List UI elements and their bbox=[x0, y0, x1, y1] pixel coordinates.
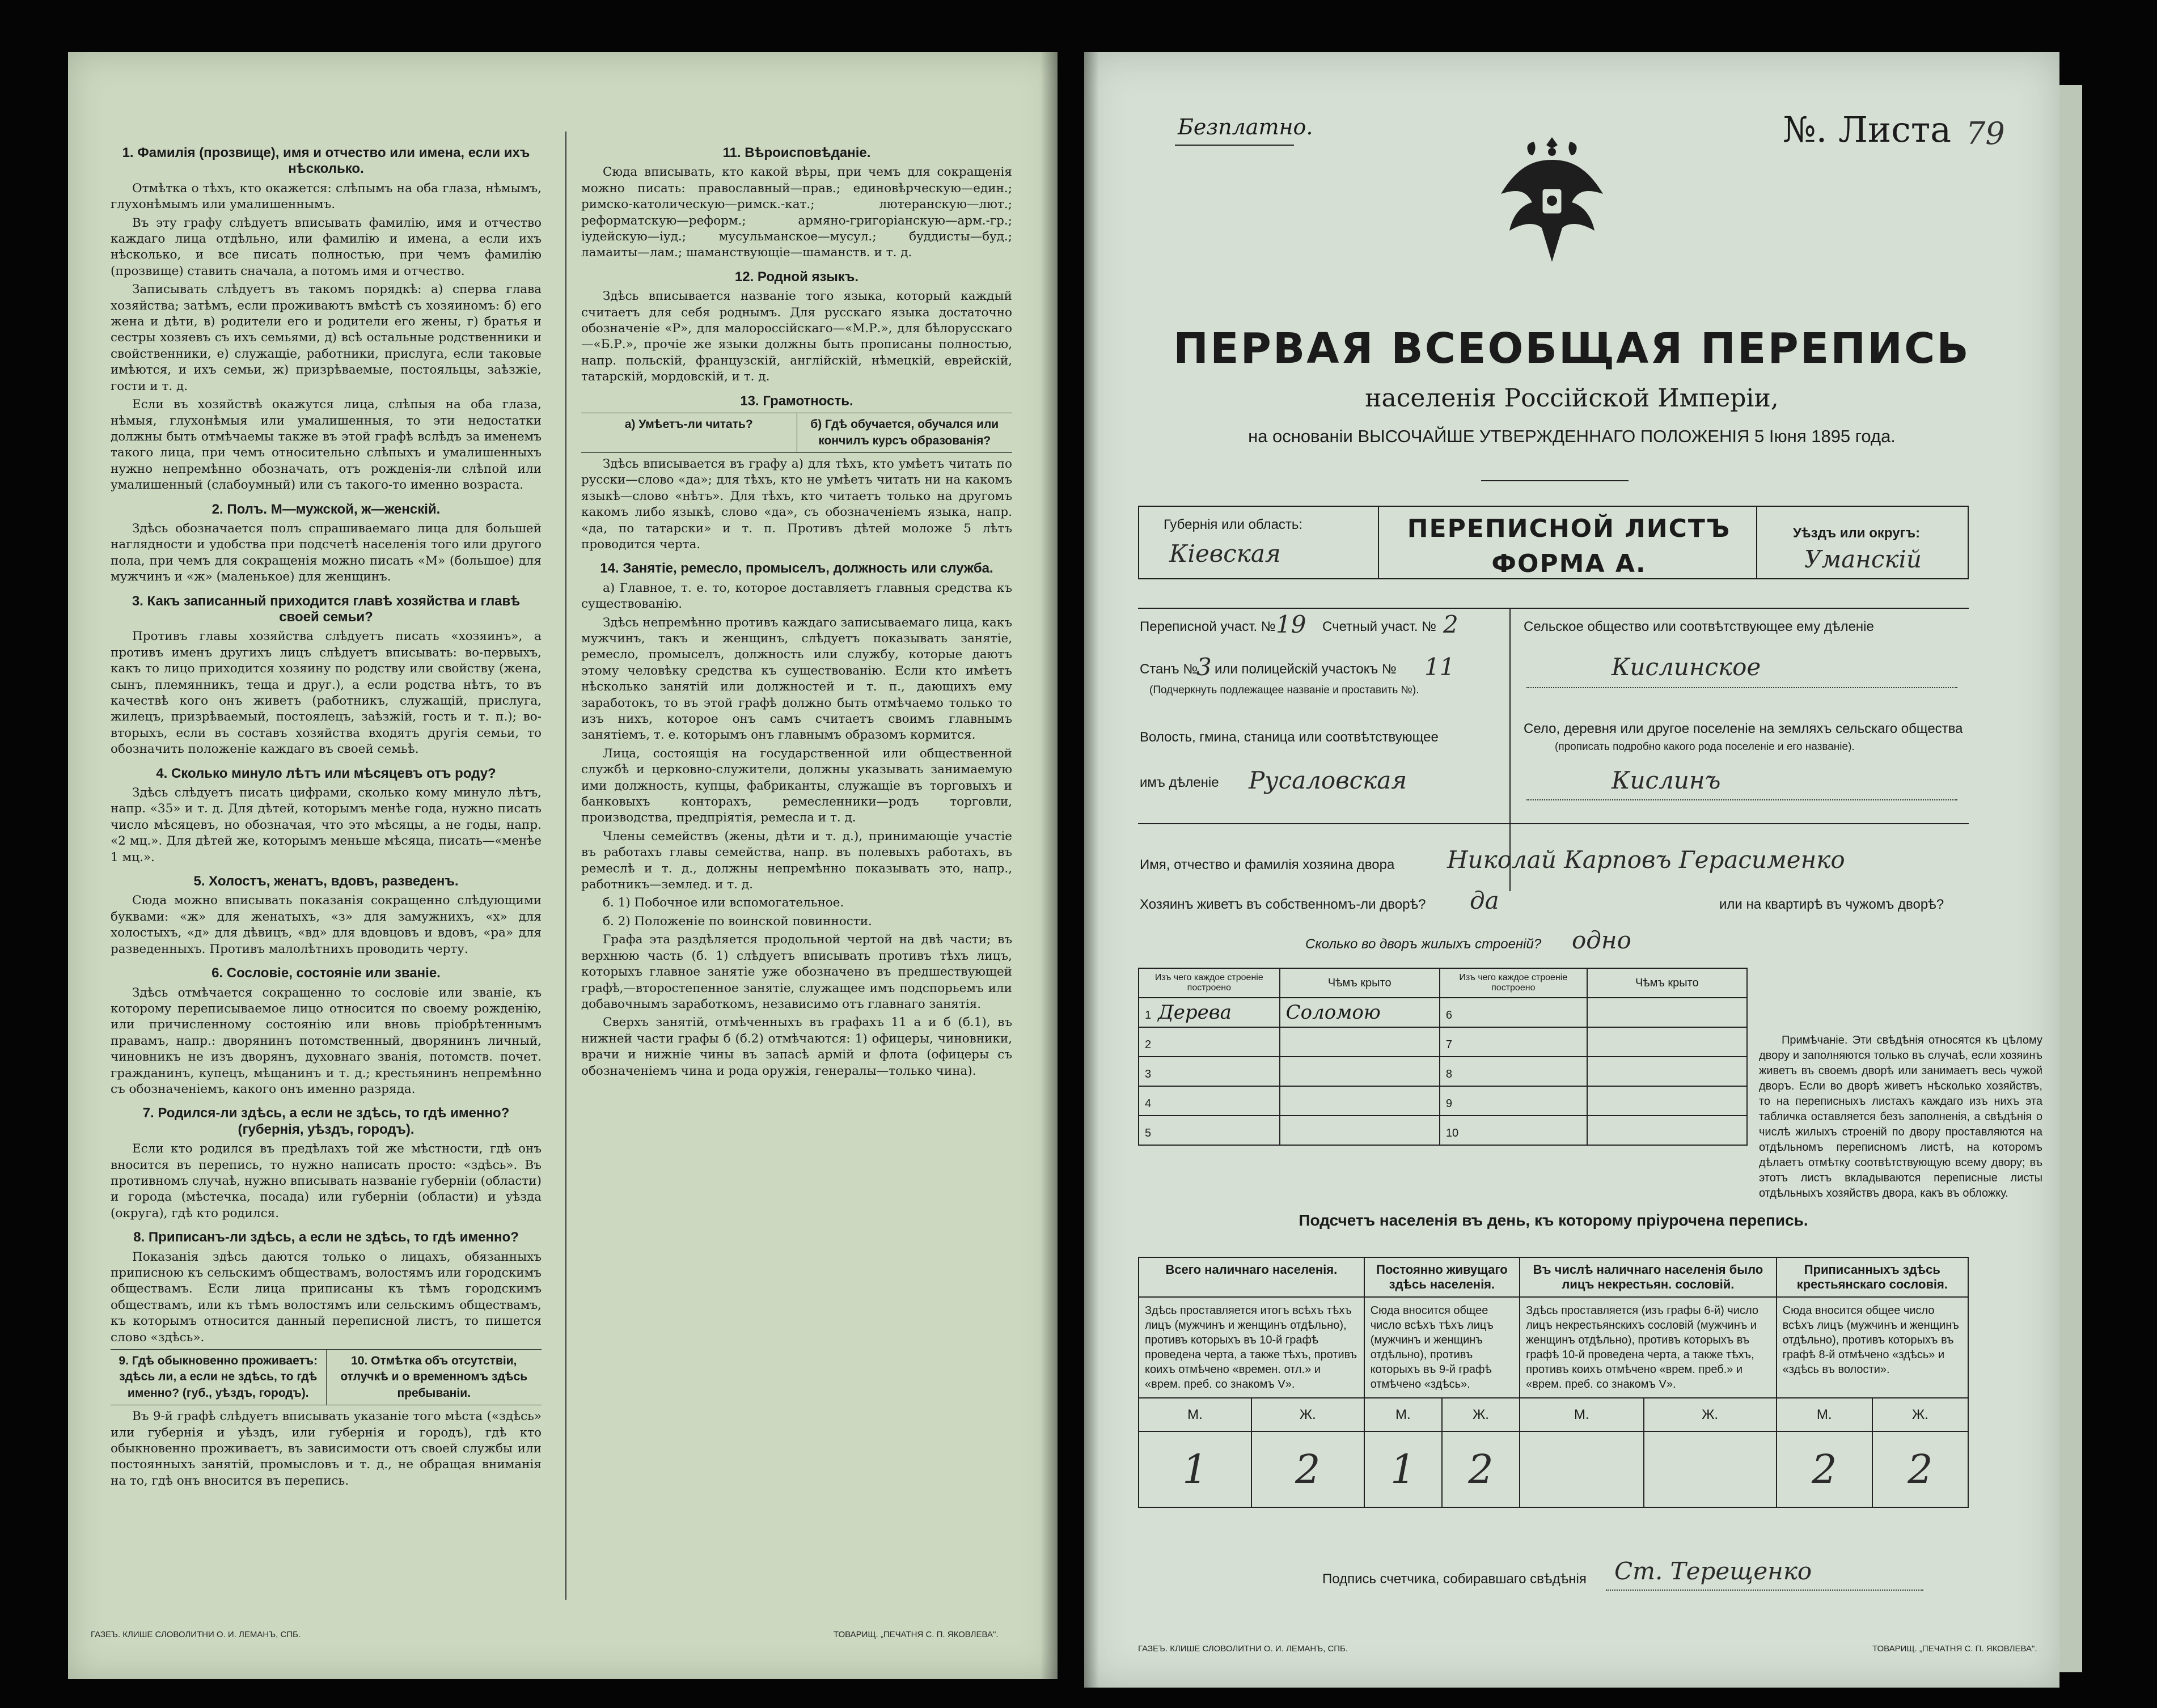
back-page-edge bbox=[2059, 85, 2082, 1672]
building-material-cell bbox=[1440, 1116, 1587, 1145]
left-page-instructions bbox=[68, 52, 1058, 1679]
population-tally-table bbox=[1138, 1257, 1969, 1508]
section-paragraph: Здѣсь вписывается названіе того языка, который каждый считаетъ для себя роднымъ. Для русскаго языка достаточно обозначеніе «Р», для малороссійскаго—«М.Р.», для бѣлорусскаго—«Б.Р.», прочіе же языки должны быть прописаны полностью, напр. польскій, французскій, англійскій, нѣмецкій, еврейскій, татарскій, мордовскій, и т. д. bbox=[581, 289, 1012, 384]
section-paragraph: Сюда можно вписывать показанія сокращенно слѣдующими буквами: «ж» для женатыхъ, «з» для замужнихъ, «х» для холостыхъ, «д» для дѣвицъ, «вд» для вдовцовъ и вдовъ, «ра» для разведенныхъ. Противъ малолѣтнихъ проводить черту. bbox=[111, 893, 542, 956]
tally-column-description: Сюда вносится общее число всѣхъ лицъ (мужчинъ и женщинъ отдѣльно), противъ которыхъ въ графѣ 8-й отмѣчено «здѣсь» и «здѣсь въ волости». bbox=[1777, 1297, 1968, 1398]
section-paragraph: Сюда вписывать, кто какой вѣры, при чемъ для сокращенія можно писать: православный—прав.; единовѣрческую—един.; римско-католическую—римск.-кат.; лютеранскую—лют.; реформатскую—реформ.; армяно-григоріанскую—арм.-гр.; іудейскую—іуд.; мусульманское—мусул.; буддисты—буд.; ламаиты—лам.; шаманствующіе—шаманств. и т. д. bbox=[581, 165, 1012, 260]
building-roof: Соломою bbox=[1280, 998, 1440, 1027]
bld-head-material: Изъ чего каждое строеніе построено bbox=[1139, 968, 1280, 998]
subsection-10-heading: 10. Отмѣтка объ отсутствіи, отлучкѣ и о временномъ здѣсь пребываніи. bbox=[326, 1350, 542, 1405]
uchastok-value: 19 bbox=[1276, 611, 1306, 638]
volost-value: Русаловская bbox=[1249, 766, 1407, 794]
building-row bbox=[1139, 1116, 1747, 1145]
tally-column-description: Здѣсь проставляется (изъ графы 6-й) число лицъ некрестьянскихъ сословій (мужчинъ и женщинъ отдѣльно), противъ которыхъ въ графѣ 10-й проведена черта, а также тѣхъ, противъ коихъ отмѣчено «врем. преб.» и «врем. преб. со знакомъ V». bbox=[1520, 1297, 1777, 1398]
section-heading: 11. Вѣроисповѣданіе. bbox=[722, 145, 871, 160]
section-heading: 7. Родился-ли здѣсь, а если не здѣсь, то гдѣ именно? (губернія, уѣздъ, городъ). bbox=[142, 1105, 510, 1137]
signature-label: Подпись счетчика, собиравшаго свѣдѣнія bbox=[1322, 1571, 1587, 1587]
divider bbox=[1481, 480, 1629, 481]
section-heading: 14. Занятіе, ремесло, промыселъ, должность или служба. bbox=[600, 561, 993, 577]
form-title-line-2: ФОРМА А. bbox=[1491, 549, 1647, 578]
section-heading: 4. Сколько минуло лѣтъ или мѣсяцевъ отъ роду? bbox=[156, 765, 496, 781]
signature-value: Ст. Терещенко bbox=[1614, 1557, 1812, 1585]
building-material-cell bbox=[1139, 1057, 1280, 1086]
male-label: М. bbox=[1139, 1398, 1251, 1431]
building-roof bbox=[1587, 1057, 1747, 1086]
subsection-13b-heading: б) Гдѣ обучается, обучался или кончилъ курсъ образованія? bbox=[797, 413, 1013, 452]
section-paragraph: Здѣсь отмѣчается сокращенно то сословіе или званіе, къ которому переписываемое лицо относится по своему рожденію, или причисленному состоянію или вновь пріобрѣтеннымъ правамъ, напр.: дворянинъ потомственный, дворянинъ личный, чиновникъ не изъ дворянъ, духовнаго званія, потомств. почет. гражданинъ, купецъ, мѣщанинъ и т. д.; крестьянинъ непремѣнно съ обозначеніемъ, какого онъ именно разряда. bbox=[111, 985, 542, 1096]
divider bbox=[1138, 823, 1969, 826]
uezd-value: Уманскій bbox=[1804, 545, 1922, 573]
female-count: 2 bbox=[1251, 1431, 1364, 1507]
printer-imprint-right: ТОВАРИЩ. „ПЕЧАТНЯ С. П. ЯКОВЛЕВА". bbox=[1872, 1644, 2037, 1654]
building-roof bbox=[1587, 1116, 1747, 1145]
census-title: ПЕРВАЯ ВСЕОБЩАЯ ПЕРЕПИСЬ bbox=[1173, 324, 1970, 373]
section-heading: 5. Холостъ, женатъ, вдовъ, разведенъ. bbox=[193, 874, 459, 889]
male-count: 2 bbox=[1777, 1431, 1872, 1507]
bld-head-material: Изъ чего каждое строеніе построено bbox=[1440, 968, 1587, 998]
printer-imprint-right: ТОВАРИЩ. „ПЕЧАТНЯ С. П. ЯКОВЛЕВА". bbox=[834, 1630, 999, 1639]
uchastok-label: Переписной участ. № bbox=[1140, 619, 1276, 634]
buildings-count-label: Сколько во дворъ жилыхъ строеній? bbox=[1305, 936, 1542, 952]
gubernia-label: Губернія или область: bbox=[1164, 517, 1303, 532]
section-heading: 1. Фамилія (прозвище), имя и отчество или имена, если ихъ нѣсколько. bbox=[122, 145, 530, 177]
subsection-9-10 bbox=[111, 1349, 542, 1405]
building-number: 8 bbox=[1445, 1068, 1453, 1080]
stan-value: 3 bbox=[1196, 653, 1212, 681]
imperial-eagle-icon bbox=[1495, 132, 1609, 268]
section-paragraph: Здѣсь непремѣнно противъ каждаго записываемаго лица, какъ мужчинъ, такъ и женщинъ, слѣдуетъ показывать занятіе, ремесло, промыселъ, должность или службу, которые даютъ этому человѣку средства къ существованію. Если кто имѣетъ нѣсколько занятій или должностей и т. п., дающихъ ему заработокъ, то въ этой графѣ должно быть отмѣчаемо только то изъ нихъ, которое онъ самъ считаетъ своимъ главнымъ занятіемъ, т. е. которымъ онъ главнымъ образомъ кормится. bbox=[581, 615, 1012, 743]
female-label: Ж. bbox=[1442, 1398, 1520, 1431]
building-material-cell bbox=[1139, 1086, 1280, 1116]
section-paragraph: Противъ главы хозяйства слѣдуетъ писать «хозяинъ», а противъ именъ другихъ лицъ слѣдуетъ вписывать: во-первыхъ, какъ то лицо приходится хозяину по родству или свойству (жена, сынъ, племянникъ, теща и друг.), а если родства нѣтъ, то въ качествѣ кого онъ живетъ (работникъ, служащій, прислуга, жилецъ, призрѣваемый, постоялецъ, заѣзжій, гость и т. п.); во-вторыхъ, если въ составъ хозяйства входятъ другія семьи, то обозначить положеніе каждаго въ своей семьѣ. bbox=[111, 629, 542, 757]
section-heading: 6. Сословіе, состояніе или званіе. bbox=[212, 965, 441, 981]
building-roof bbox=[1280, 1116, 1440, 1145]
building-number: 1 bbox=[1145, 1009, 1152, 1022]
section-paragraph: б. 1) Побочное или вспомогательное. bbox=[603, 896, 844, 910]
female-label: Ж. bbox=[1644, 1398, 1777, 1431]
buildings-table bbox=[1138, 968, 1748, 1146]
selskoe-value: Кислинское bbox=[1612, 653, 1761, 681]
census-subtitle: населенія Россійской Имперіи, bbox=[1365, 384, 1779, 413]
section-paragraph: Здѣсь слѣдуетъ писать цифрами, сколько кому минуло лѣтъ, напр. «35» и т. д. Для дѣтей, которымъ менѣе года, нужно писать число мѣсяцевъ, но обозначая, что это мѣсяцы, а не годы, напр. «2 мц.». Для дѣтей же, которымъ меньше мѣсяца, писать—«менѣе 1 мц.». bbox=[111, 786, 542, 864]
instructions-column-2 bbox=[581, 137, 1012, 1082]
bld-head-roof: Чѣмъ крыто bbox=[1587, 968, 1747, 998]
dotted-line bbox=[1526, 687, 1957, 688]
female-label: Ж. bbox=[1251, 1398, 1364, 1431]
police-value: 11 bbox=[1424, 653, 1455, 681]
male-label: М. bbox=[1520, 1398, 1644, 1431]
building-material-cell bbox=[1139, 998, 1280, 1027]
section-paragraph: Если въ хозяйствѣ окажутся лица, слѣпыя на оба глаза, нѣмыя, глухонѣмыя или умалишенныя, то эти недостатки должны быть отмѣчаемы также въ этой графѣ вслѣдъ за именемъ такого лица, при чемъ относительно слѣпыхъ и умалишенныхъ нужно непремѣнно обозначать, отъ рожденія-ли слѣпой или умалишенный (слабоумный) или съ такого-то именно возраста. bbox=[111, 397, 542, 493]
building-number: 9 bbox=[1445, 1097, 1453, 1110]
subsection-13 bbox=[581, 413, 1012, 453]
building-roof bbox=[1587, 1027, 1747, 1057]
male-count bbox=[1520, 1431, 1644, 1507]
section-paragraph: Показанія здѣсь даются только о лицахъ, обязанныхъ приписною къ сельскимъ обществамъ, волостямъ или городскимъ обществамъ. Если лица приписаны къ тѣмъ городскимъ обществамъ, или къ тѣмъ волостямъ или сельскимъ обществамъ, къ которымъ относится данный переписной листъ, то пишется слово «здѣсь». bbox=[111, 1249, 542, 1345]
schetny-label: Счетный участ. № bbox=[1322, 619, 1436, 634]
buildings-count-value: одно bbox=[1572, 926, 1631, 954]
building-number: 2 bbox=[1145, 1039, 1152, 1051]
divider bbox=[1175, 145, 1294, 146]
selo-label: Село, деревня или другое поселеніе на земляхъ сельскаго общества bbox=[1524, 721, 1963, 736]
building-number: 10 bbox=[1445, 1127, 1459, 1139]
form-title bbox=[1385, 511, 1753, 582]
building-material-cell bbox=[1440, 998, 1587, 1027]
selo-value: Кислинъ bbox=[1612, 766, 1721, 794]
printer-imprint-left: ГАЗЕЪ. КЛИШЕ СЛОВОЛИТНИ О. И. ЛЕМАНЪ, СПБ. bbox=[1138, 1644, 1348, 1654]
section-heading: 13. Грамотность. bbox=[740, 393, 853, 409]
section-paragraph: Графа эта раздѣляется продольной чертой на двѣ части; въ верхнюю часть (б. 1) слѣдуетъ вписывать противъ тѣхъ лицъ, которыхъ главное занятіе уже обозначено въ предшествующей графѣ,—второстепенное занятіе, служащее имъ подспорьемъ или добавочнымъ заработкомъ, независимо отъ главнаго занятія. bbox=[581, 933, 1012, 1011]
uezd-label: Уѣздъ или округъ: bbox=[1793, 525, 1921, 541]
tally-title: Подсчетъ населенія въ день, къ которому пріурочена перепись. bbox=[1299, 1211, 1808, 1229]
female-count: 2 bbox=[1442, 1431, 1520, 1507]
section-heading: 2. Полъ. М—мужской, ж—женскій. bbox=[212, 501, 441, 517]
building-roof bbox=[1280, 1057, 1440, 1086]
own-house-label: Хозяинъ живетъ въ собственномъ-ли дворѣ? bbox=[1140, 897, 1426, 912]
legal-basis: на основаніи ВЫСОЧАЙШЕ УТВЕРЖДЕННАГО ПОЛОЖЕНІЯ 5 Іюня 1895 года. bbox=[1248, 426, 1896, 446]
building-material-cell bbox=[1440, 1027, 1587, 1057]
section-paragraph: Если кто родился въ предѣлахъ той же мѣстности, гдѣ онъ вносится въ перепись, то нужно написать просто: «здѣсь». Въ противномъ случаѣ, нужно вписывать названіе губерніи (области) и города (мѣстечка, посада) или губерніи (области) и уѣзда (округа), гдѣ кто родился. bbox=[111, 1142, 542, 1220]
male-label: М. bbox=[1364, 1398, 1442, 1431]
free-of-charge-label: Безплатно. bbox=[1178, 115, 1313, 139]
tally-column-heading: Постоянно живущаго здѣсь населенія. bbox=[1364, 1257, 1520, 1297]
sheet-number-value: 79 bbox=[1966, 116, 2005, 151]
section-paragraph: а) Главное, т. е. то, которое доставляетъ главныя средства къ существованію. bbox=[581, 580, 1012, 612]
building-material-cell bbox=[1440, 1086, 1587, 1116]
building-row bbox=[1139, 1057, 1747, 1086]
selo-note: (прописать подробно какого рода поселеніе и его названіе). bbox=[1555, 741, 1855, 753]
tally-column-heading: Приписанныхъ здѣсь крестьянскаго сословія. bbox=[1777, 1257, 1968, 1297]
building-material-cell bbox=[1139, 1116, 1280, 1145]
building-number: 4 bbox=[1145, 1097, 1152, 1110]
building-number: 5 bbox=[1145, 1127, 1152, 1139]
section-heading: 8. Приписанъ-ли здѣсь, а если не здѣсь, то гдѣ именно? bbox=[133, 1230, 519, 1245]
building-roof bbox=[1587, 1086, 1747, 1116]
tally-column-description: Сюда вносится общее число всѣхъ тѣхъ лицъ (мужчинъ и женщинъ отдѣльно), противъ которыхъ въ 9-й графѣ отмѣчено «здѣсь». bbox=[1364, 1297, 1520, 1398]
buildings-note: Примѣчаніе. Эти свѣдѣнія относятся къ цѣлому двору и заполняются только въ случаѣ, если хозяинъ живетъ въ своемъ дворѣ или занимаетъ весь чужой дворъ. Если во дворѣ живетъ нѣсколько хозяйствъ, то на переписныхъ листахъ каждаго изъ нихъ эта табличка оставляется безъ заполненія, а свѣдѣнія о числѣ жилыхъ строеній по двору проставляются на отдѣльномъ переписномъ листѣ, на которомъ дѣлаетъ отмѣтку соотвѣтствующую всему двору; въ этотъ листъ вкладываются переписные листы отдѣльныхъ хозяйствъ двора, какъ въ обложку. bbox=[1759, 1034, 2042, 1200]
census-form-page bbox=[1084, 52, 2059, 1688]
building-row bbox=[1139, 998, 1747, 1027]
section-9-text: Въ 9-й графѣ слѣдуетъ вписывать указаніе того мѣста («здѣсь» или губернія и уѣздъ, или губернія и городъ), гдѣ кто обыкновенно проживаетъ, въ зависимости отъ своей службы или постоянныхъ занятій, промысловъ и т. д., не обращая вниманія на то, гдѣ онъ вносится въ перепись. bbox=[111, 1409, 542, 1488]
section-paragraph: Здѣсь вписывается въ графу а) для тѣхъ, кто умѣетъ читать по русски—слово «да»; для тѣхъ, кто не умѣетъ читать ни на какомъ языкѣ—слово «нѣтъ». Для тѣхъ, кто читаетъ только на другомъ какомъ либо языкѣ, слово «да», съ обозначеніемъ языка, напр. «да, по татарски» и т. п. Противъ дѣтей моложе 5 лѣтъ проводится черта. bbox=[581, 456, 1012, 552]
sheet-number-label: №. Листа bbox=[1783, 109, 1952, 150]
subsection-9-heading: 9. Гдѣ обыкновенно проживаетъ: здѣсь ли, а если не здѣсь, то гдѣ именно? (губ., уѣздъ, городъ). bbox=[119, 1354, 318, 1400]
dotted-line bbox=[1606, 1590, 1923, 1591]
form-title-line-1: ПЕРЕПИСНОЙ ЛИСТЪ bbox=[1407, 514, 1731, 543]
police-label: или полицейскій участокъ № bbox=[1215, 662, 1397, 677]
volost-label: Волость, гмина, станица или соотвѣтствующее bbox=[1140, 730, 1439, 745]
building-roof bbox=[1587, 998, 1747, 1027]
building-roof bbox=[1280, 1027, 1440, 1057]
section-paragraph: Записывать слѣдуетъ въ такомъ порядкѣ: а) сперва глава хозяйства; затѣмъ, если проживаютъ вмѣстѣ съ хозяиномъ: б) его жена и дѣти, в) родители его и родители его жены, г) братья и сестры хозяевъ съ ихъ семьями, д) всѣ остальные родственники и свойственники, е) служащіе, работники, прислуга, если таковые имѣются, и ихъ семьи, ж) призрѣваемые, постояльцы, заѣзжіе, гости и т. д. bbox=[111, 282, 542, 393]
rent-label: или на квартирѣ въ чужомъ дворѣ? bbox=[1719, 897, 1944, 912]
building-material-cell bbox=[1440, 1057, 1587, 1086]
schetny-value: 2 bbox=[1443, 611, 1458, 638]
subsection-13a-heading: а) Умѣетъ-ли читать? bbox=[624, 418, 753, 431]
building-material-cell bbox=[1139, 1027, 1280, 1057]
column-divider bbox=[565, 132, 566, 1600]
female-count bbox=[1644, 1431, 1777, 1507]
building-roof bbox=[1280, 1086, 1440, 1116]
volost-label-2: имъ дѣленіе bbox=[1140, 775, 1219, 790]
instructions-column-1 bbox=[111, 137, 542, 1491]
own-house-value: да bbox=[1470, 887, 1499, 914]
building-row bbox=[1139, 1086, 1747, 1116]
section-paragraph: Члены семействъ (жены, дѣти и т. д.), принимающіе участіе въ работахъ главы семейства, напр. въ полевыхъ работахъ, въ ремеслѣ и т. д., должны непремѣнно показывать это, напр., работникъ—землед. и т. д. bbox=[581, 829, 1012, 892]
tally-column-description: Здѣсь проставляется итогъ всѣхъ тѣхъ лицъ (мужчинъ и женщинъ отдѣльно), противъ которыхъ въ 10-й графѣ проведена черта, а также тѣхъ, противъ коихъ отмѣчено «времен. отл.» и «врем. преб. со знакомъ V». bbox=[1139, 1297, 1364, 1398]
male-label: М. bbox=[1777, 1398, 1872, 1431]
section-paragraph: б. 2) Положеніе по воинской повинности. bbox=[603, 914, 872, 929]
stan-label: Станъ № bbox=[1140, 662, 1198, 677]
building-row bbox=[1139, 1027, 1747, 1057]
building-material: Дерева bbox=[1158, 1001, 1232, 1024]
female-count: 2 bbox=[1872, 1431, 1968, 1507]
stan-note: (Подчеркнуть подлежащее названіе и проставить №). bbox=[1149, 684, 1419, 696]
tally-column-heading: Въ числѣ наличнаго населенія было лицъ некрестьян. сословій. bbox=[1520, 1257, 1777, 1297]
section-paragraph: Въ эту графу слѣдуетъ вписывать фамилію, имя и отчество каждаго лица отдѣльно, или фамилію и имена, а если ихъ нѣсколько, и все писать полностью, при чемъ фамилію (прозвище) ставить сначала, а потомъ имя и отчество. bbox=[111, 215, 542, 278]
section-paragraph: Сверхъ занятій, отмѣченныхъ въ графахъ 11 а и б (б.1), въ нижней части графы б (б.2) отмѣчаются: 1) офицеры, чиновники, врачи и нижніе чины въ запасѣ армій и флота (офицеры съ обозначеніемъ чина и рода оружія, генералы—только чина). bbox=[581, 1015, 1012, 1078]
section-paragraph: Отмѣтка о тѣхъ, кто окажется: слѣпымъ на оба глаза, нѣмымъ, глухонѣмымъ или умалишеннымъ. bbox=[111, 181, 542, 212]
section-paragraph: Здѣсь обозначается полъ спрашиваемаго лица для большей наглядности и удобства при подсчетѣ населенія того или другого пола, при чемъ для сокращенія можно писать «М» (большое) для мужчинъ и «ж» (маленькое) для женщинъ. bbox=[111, 521, 542, 584]
building-number: 3 bbox=[1145, 1068, 1152, 1080]
section-heading: 12. Родной языкъ. bbox=[734, 269, 859, 285]
female-label: Ж. bbox=[1872, 1398, 1968, 1431]
uezd-box bbox=[1756, 506, 1762, 579]
gubernia-value: Кіевская bbox=[1169, 540, 1281, 567]
male-count: 1 bbox=[1364, 1431, 1442, 1507]
building-number: 6 bbox=[1445, 1009, 1453, 1022]
owner-label: Имя, отчество и фамилія хозяина двора bbox=[1140, 857, 1395, 872]
dotted-line bbox=[1526, 799, 1957, 800]
section-heading: 3. Какъ записанный приходится главѣ хозяйства и главѣ своей семьи? bbox=[132, 593, 521, 625]
tally-column-heading: Всего наличнаго населенія. bbox=[1139, 1257, 1364, 1297]
bld-head-roof: Чѣмъ крыто bbox=[1280, 968, 1440, 998]
male-count: 1 bbox=[1139, 1431, 1251, 1507]
section-paragraph: Лица, состоящія на государственной или общественной службѣ и церковно-служители, должны указывать занимаемую ими должность, купцы, фабриканты, служащіе въ торговыхъ и банковыхъ конторахъ, ремесленники—родъ торговли, производства, предпріятія, ремесла и т. д. bbox=[581, 746, 1012, 825]
owner-value: Николай Карповъ Герасименко bbox=[1447, 846, 1845, 874]
building-number: 7 bbox=[1445, 1039, 1453, 1051]
selskoe-label: Сельское общество или соотвѣтствующее ему дѣленіе bbox=[1524, 619, 1874, 634]
printer-imprint-left: ГАЗЕЪ. КЛИШЕ СЛОВОЛИТНИ О. И. ЛЕМАНЪ, СПБ. bbox=[91, 1630, 301, 1639]
